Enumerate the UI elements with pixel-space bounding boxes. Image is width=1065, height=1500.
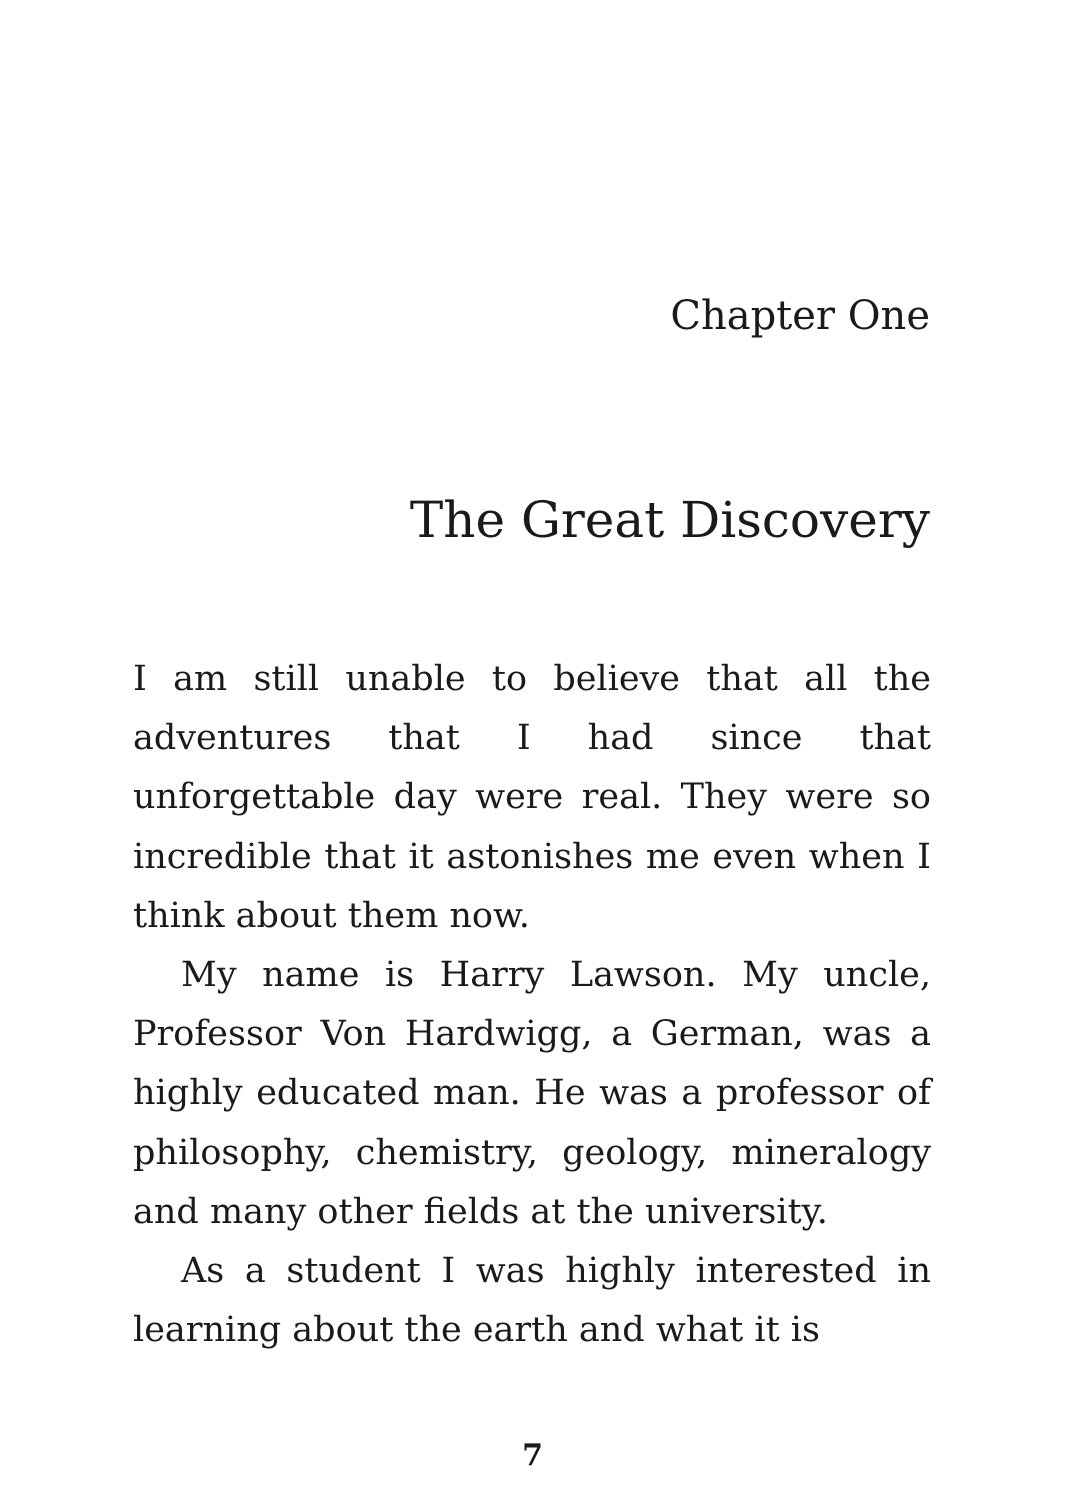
paragraph: My name is Harry Lawson. My uncle, Professor Von Hardwigg, a German, was a highly educated man. He was a professor of philosophy, chemistry, geology, mineralogy and many other fields at the university. — [133, 955, 931, 1232]
paragraph: I am still unable to believe that all the adventures that I had since that unforgettable day were real. They were so incredible that it astonishes me even when I think about them now. — [133, 659, 931, 936]
page-number: 7 — [522, 1438, 543, 1473]
body-text — [133, 650, 931, 1360]
paragraph: As a student I was highly interested in learning about the earth and what it is — [133, 1251, 931, 1351]
chapter-title: The Great Discovery — [409, 491, 930, 549]
chapter-label: Chapter One — [670, 293, 930, 339]
